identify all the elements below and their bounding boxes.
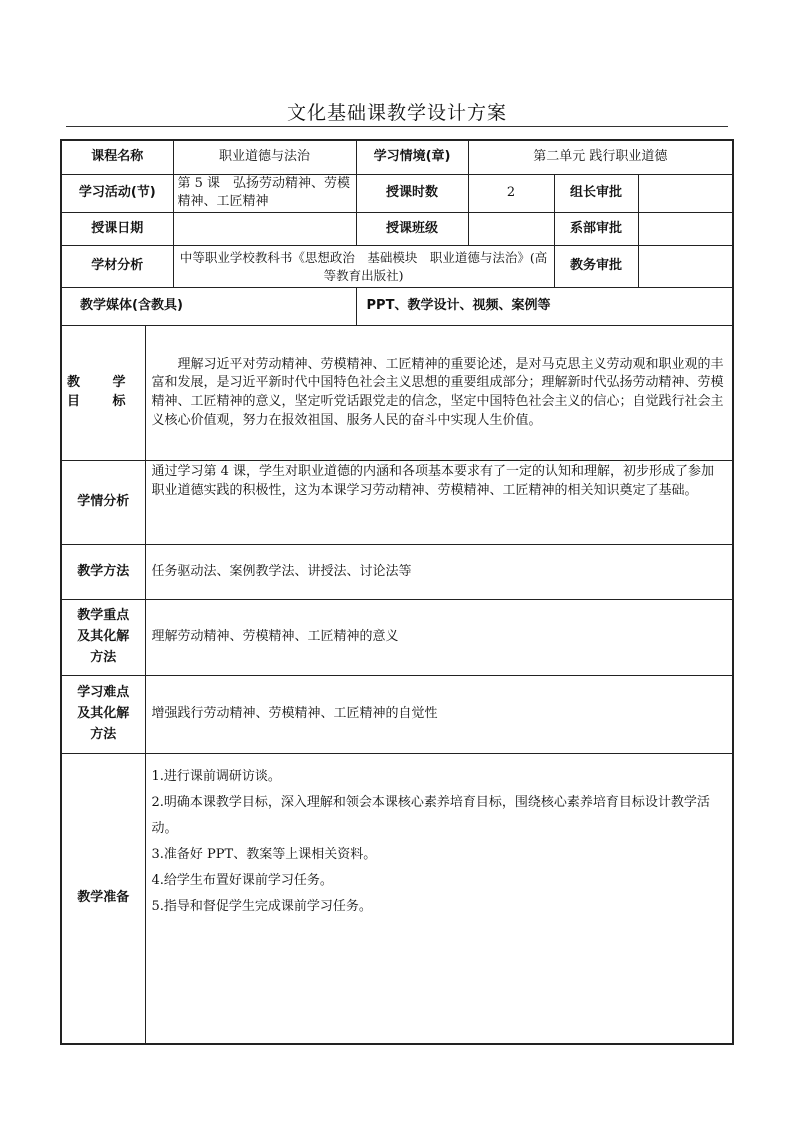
row-date [61,213,733,246]
learner-analysis-text: 通过学习第 4 课，学生对职业道德的内涵和各项基本要求有了一定的认知和理解，初步形成了参加职业道德实践的积极性，这为本课学习劳动精神、劳模精神、工匠精神的相关知识奠定了基础。 [145,461,733,545]
row-textbook [61,246,733,288]
row-media [61,288,733,326]
difficulties-label-line2: 及其化解 [77,706,130,722]
preparation-label: 教学准备 [61,754,145,1044]
dept-approval-value [638,213,733,246]
title-underline [66,126,728,127]
objectives-label-line1: 教 学 [66,375,140,391]
objectives-label-line2: 目 标 [66,394,140,410]
activity-label: 学习活动(节) [61,174,173,213]
lesson-plan-table [60,139,734,1045]
preparation-item-5: 5.指导和督促学生完成课前学习任务。 [151,899,372,915]
difficulties-label-line3: 方法 [90,727,117,743]
row-difficulties [61,676,733,754]
media-label: 教学媒体(含教具) [61,288,356,326]
hours-value: 2 [468,174,554,213]
group-leader-label: 组长审批 [554,174,638,213]
page-title: 文化基础课教学设计方案 [286,102,507,124]
chapter-value: 第二单元 践行职业道德 [468,140,733,174]
methods-label: 教学方法 [61,545,145,600]
row-objectives [61,326,733,461]
row-course-name [61,140,733,174]
chapter-label: 学习情境(章) [356,140,468,174]
preparation-item-4: 4.给学生布置好课前学习任务。 [151,873,333,889]
preparation-list [145,754,733,1044]
learner-analysis-label: 学情分析 [61,461,145,545]
key-points-text: 理解劳动精神、劳模精神、工匠精神的意义 [145,600,733,676]
row-key-points [61,600,733,676]
class-label: 授课班级 [356,213,468,246]
course-name-label: 课程名称 [61,140,173,174]
media-value: PPT、教学设计、视频、案例等 [356,288,733,326]
objectives-label [61,326,145,461]
row-methods [61,545,733,600]
key-points-label-line3: 方法 [90,650,117,666]
row-activity [61,174,733,213]
date-label: 授课日期 [61,213,173,246]
class-value [468,213,554,246]
hours-label: 授课时数 [356,174,468,213]
academic-approval-label: 教务审批 [554,246,638,288]
preparation-item-2: 2.明确本课教学目标，深入理解和领会本课核心素养培育目标，围绕核心素养培育目标设计教学活动。 [151,795,710,837]
row-learner-analysis [61,461,733,545]
preparation-item-3: 3.准备好 PPT、教案等上课相关资料。 [151,847,377,863]
difficulties-text: 增强践行劳动精神、劳模精神、工匠精神的自觉性 [145,676,733,754]
textbook-label: 学材分析 [61,246,173,288]
key-points-label-line2: 及其化解 [77,629,130,645]
activity-value: 第 5 课 弘扬劳动精神、劳模精神、工匠精神 [173,174,356,213]
difficulties-label-line1: 学习难点 [77,685,130,701]
preparation-item-1: 1.进行课前调研访谈。 [151,769,281,785]
dept-approval-label: 系部审批 [554,213,638,246]
textbook-value: 中等职业学校教科书《思想政治 基础模块 职业道德与法治》(高等教育出版社) [173,246,554,288]
group-leader-value [638,174,733,213]
methods-text: 任务驱动法、案例教学法、讲授法、讨论法等 [145,545,733,600]
date-value [173,213,356,246]
key-points-label-line1: 教学重点 [77,608,130,624]
objectives-text: 理解习近平对劳动精神、劳模精神、工匠精神的重要论述，是对马克思主义劳动观和职业观的丰富和发展，是习近平新时代中国特色社会主义思想的重要组成部分；理解新时代弘扬劳动精神、劳模精神、工匠精神的意义，坚定听党话跟党走的信念，坚定中国特色社会主义的信心；自觉践行社会主义核心价值观，努力在报效祖国、服务人民的奋斗中实现人生价值。 [145,326,733,461]
difficulties-label [61,676,145,754]
course-name-value: 职业道德与法治 [173,140,356,174]
key-points-label [61,600,145,676]
row-preparation [61,754,733,1044]
academic-approval-value [638,246,733,288]
